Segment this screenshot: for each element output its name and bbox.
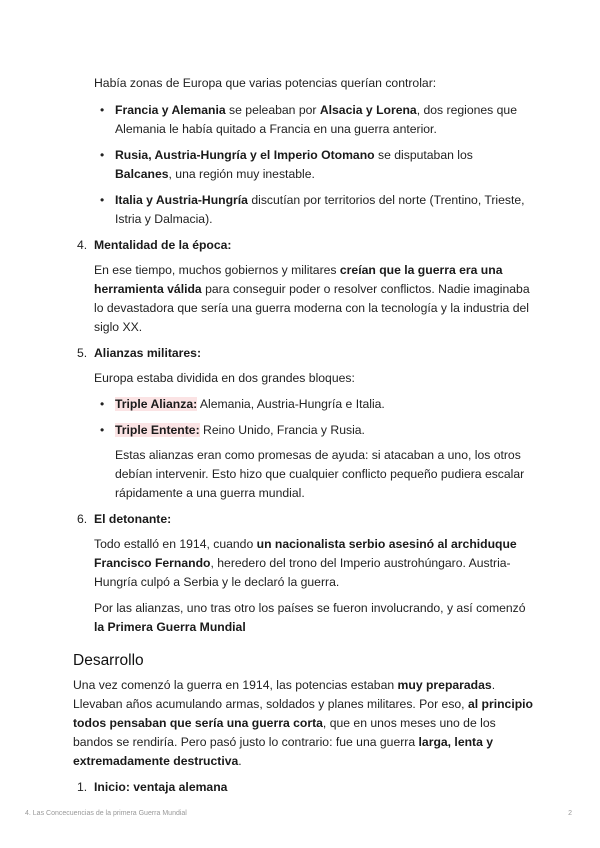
triple-entente-label: Triple Entente: (115, 423, 200, 437)
zone-countries: Rusia, Austria-Hungría y el Imperio Otomano (115, 148, 375, 162)
section-6-conclusion: Por las alianzas, uno tras otro los países se fueron involucrando, y así comenzó la Primera Guerra Mundial (94, 601, 526, 634)
desarrollo-paragraph: Una vez comenzó la guerra en 1914, las potencias estaban muy preparadas. Llevaban años acumulando armas, soldados y planes militares. Por eso, al principio todos pensaban que sería una guerra corta, que en unos meses uno de los bandos se rendiría. Pero pasó justo lo contrario: fue una guerra larga, lenta y extremadamente destructiva. (73, 678, 533, 768)
page-footer (25, 810, 572, 817)
zone-region: Alsacia y Lorena (319, 103, 417, 117)
bullet-icon: • (100, 423, 105, 437)
page-number: 2 (568, 810, 572, 817)
list-item-note: Estas alianzas eran como promesas de ayuda: si atacaban a uno, los otros debían intervenir. Esto hizo que cualquier conflicto pequeño pudiera escalar rápidamente a una guerra mundial. (115, 448, 525, 500)
zone-countries: Italia y Austria-Hungría (115, 193, 248, 207)
section-5-heading: 5. Alianzas militares: (77, 346, 202, 360)
document-content (73, 74, 533, 803)
list-item: • Rusia, Austria-Hungría y el Imperio Otomano se disputaban los Balcanes, una región muy inestable. (100, 148, 473, 181)
zone-region: Balcanes (115, 167, 169, 181)
desarrollo-item-1: 1. Inicio: ventaja alemana (77, 780, 228, 794)
desarrollo-heading: Desarrollo (73, 652, 144, 669)
list-item: • Italia y Austria-Hungría discutían por territorios del norte (Trentino, Trieste, Istria y Dalmacia). (100, 193, 525, 226)
alliances-list (94, 395, 533, 503)
section-4-paragraph: En ese tiempo, muchos gobiernos y militares creían que la guerra era una herramienta válida para conseguir poder o resolver conflictos. Nadie imaginaba lo devastadora que sería una guerra moderna con la tecnología y la industria del siglo XX. (94, 263, 530, 334)
list-item: • Triple Alianza: Alemania, Austria-Hungría e Italia. (94, 395, 533, 414)
bullet-icon: • (100, 193, 105, 207)
footer-title: 4. Las Concecuencias de la primera Guerra Mundial (25, 810, 187, 817)
list-item: • Francia y Alemania se peleaban por Alsacia y Lorena, dos regiones que Alemania le había quitado a Francia en una guerra anterior. (100, 103, 517, 136)
section-5-intro: Europa estaba dividida en dos grandes bloques: (94, 371, 355, 385)
zone-countries: Francia y Alemania (115, 103, 226, 117)
bullet-icon: • (100, 103, 105, 117)
bullet-icon: • (100, 148, 105, 162)
section-4-heading: 4. Mentalidad de la época: (77, 238, 232, 252)
section-6-heading: 6. El detonante: (77, 512, 172, 526)
section-6-paragraph: Todo estalló en 1914, cuando un nacionalista serbio asesinó al archiduque Francisco Fernando, heredero del trono del Imperio austrohúngaro. Austria-Hungría culpó a Serbia y le declaró la guerra. (94, 537, 517, 589)
bullet-icon: • (100, 397, 105, 411)
triple-alianza-label: Triple Alianza: (115, 397, 198, 411)
zones-intro: Había zonas de Europa que varias potencias querían controlar: (94, 76, 437, 90)
zones-list (94, 101, 533, 229)
list-item: • Triple Entente: Reino Unido, Francia y Rusia. (94, 421, 533, 440)
